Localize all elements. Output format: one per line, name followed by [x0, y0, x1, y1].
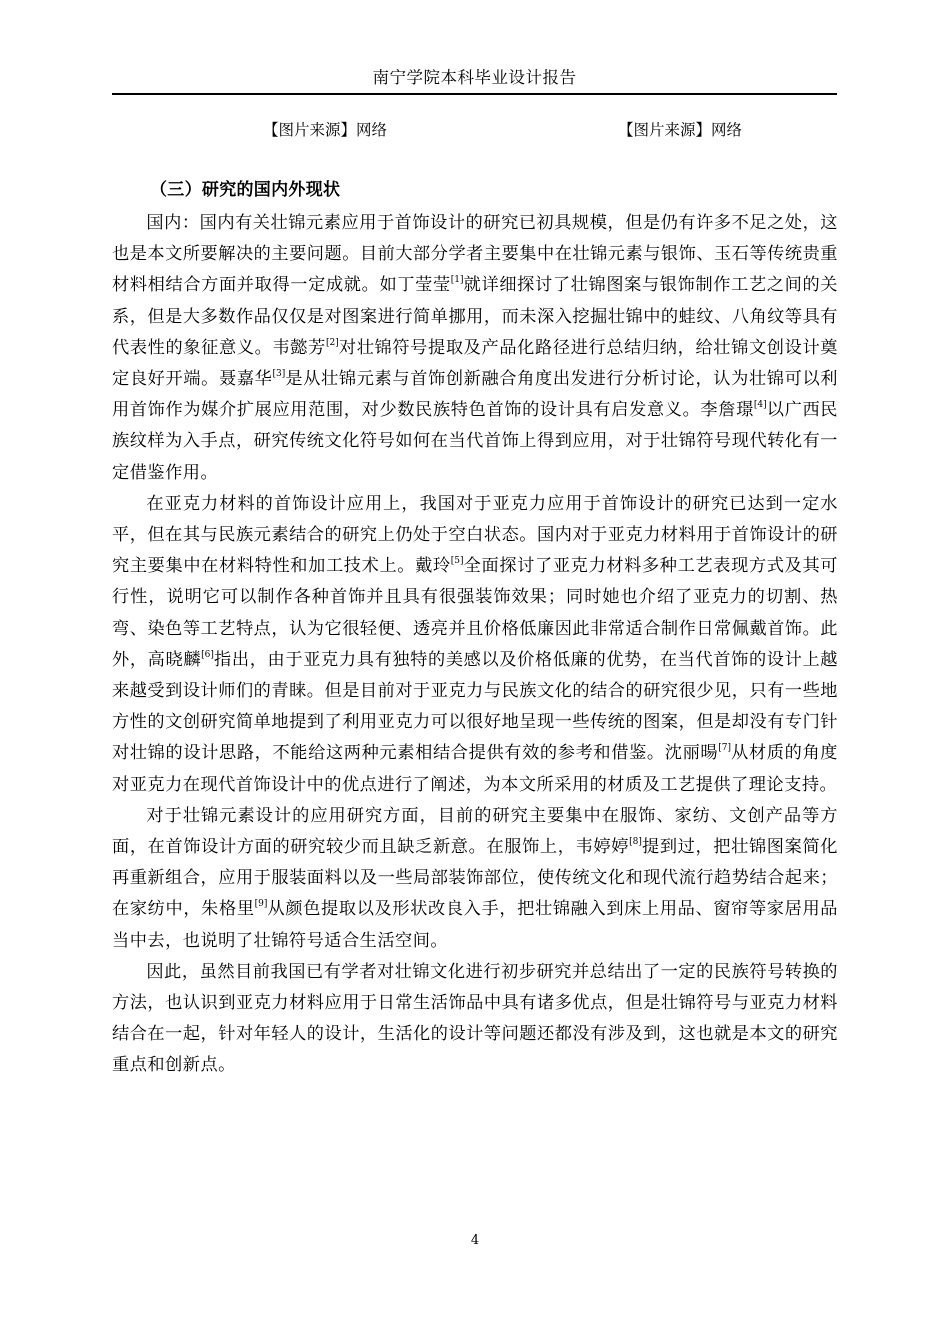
- figure-caption-right: 【图片来源】网络: [618, 121, 743, 139]
- header-title: 南宁学院本科毕业设计报告: [372, 68, 577, 87]
- section-heading: （三）研究的国内外现状: [150, 180, 341, 200]
- figure-caption-left: 【图片来源】网络: [263, 121, 388, 139]
- citation-6: [6]: [201, 649, 214, 660]
- citation-7: [7]: [718, 743, 731, 754]
- citation-3: [3]: [272, 369, 286, 380]
- citation-4: [4]: [753, 400, 767, 411]
- citation-5: [5]: [450, 556, 464, 567]
- body-text: [112, 208, 838, 1082]
- paragraph-domestic: 国内：国内有关壮锦元素应用于首饰设计的研究已初具规模，但是仍有许多不足之处，这也是本文所要解决的主要问题。目前大部分学者主要集中在壮锦元素与银饰、玉石等传统贵重材料相结合方面并取得一定成就。如丁莹莹[1]就详细探讨了壮锦图案与银饰制作工艺之间的关系，但是大多数作品仅仅是对图案进行简单挪用，而未深入挖掘壮锦中的蛙纹、八角纹等具有代表性的象征意义。韦懿芳[2]对壮锦符号提取及产品化路径进行总结归纳，给壮锦文创设计奠定良好开端。聂嘉华[3]是从壮锦元素与首饰创新融合角度出发进行分析讨论，认为壮锦可以利用首饰作为媒介扩展应用范围，对少数民族特色首饰的设计具有启发意义。李詹璟[4]以广西民族纹样为入手点，研究传统文化符号如何在当代首饰上得到应用，对于壮锦符号现代转化有一定借鉴作用。: [112, 213, 838, 483]
- figure-captions: [0, 118, 950, 144]
- paragraph-zhuang-brocade: 对于壮锦元素设计的应用研究方面，目前的研究主要集中在服饰、家纺、文创产品等方面，在首饰设计方面的研究较少而且缺乏新意。在服饰上，韦婷婷[8]提到过，把壮锦图案简化再重新组合，应用于服装面料以及一些局部装饰部位，使传统文化和现代流行趋势结合起来；在家纺中，朱格里[9]从颜色提取以及形状改良入手，把壮锦融入到床上用品、窗帘等家居用品当中去，也说明了壮锦符号适合生活空间。: [112, 805, 838, 951]
- citation-2: [2]: [325, 337, 339, 348]
- citation-1: [1]: [450, 275, 464, 286]
- page-number: 4: [470, 1233, 480, 1248]
- paragraph-conclusion: 因此，虽然目前我国已有学者对壮锦文化进行初步研究并总结出了一定的民族符号转换的方法，也认识到亚克力材料应用于日常生活饰品中具有诸多优点，但是壮锦符号与亚克力材料结合在一起，针对年轻人的设计，生活化的设计等问题还都没有涉及到，这也就是本文的研究重点和创新点。: [112, 961, 838, 1076]
- page-header: [112, 66, 837, 95]
- paragraph-acrylic: 在亚克力材料的首饰设计应用上，我国对于亚克力应用于首饰设计的研究已达到一定水平，但在其与民族元素结合的研究上仍处于空白状态。国内对于亚克力材料用于首饰设计的研究主要集中在材料特性和加工技术上。戴玲[5]全面探讨了亚克力材料多种工艺表现方式及其可行性，说明它可以制作各种首饰并且具有很强装饰效果；同时她也介绍了亚克力的切割、热弯、染色等工艺特点，认为它很轻便、透亮并且价格低廉因此非常适合制作日常佩戴首饰。此外，高晓麟[6]指出，由于亚克力具有独特的美感以及价格低廉的优势，在当代首饰的设计上越来越受到设计师们的青睐。但是目前对于亚克力与民族文化的结合的研究很少见，只有一些地方性的文创研究简单地提到了利用亚克力可以很好地呈现一些传统的图案，但是却没有专门针对壮锦的设计思路，不能给这两种元素相结合提供有效的参考和借鉴。沈丽暘[7]从材质的角度对亚克力在现代首饰设计中的优点进行了阐述，为本文所采用的材质及工艺提供了理论支持。: [112, 493, 838, 795]
- citation-9: [9]: [254, 899, 268, 910]
- citation-8: [8]: [629, 837, 642, 848]
